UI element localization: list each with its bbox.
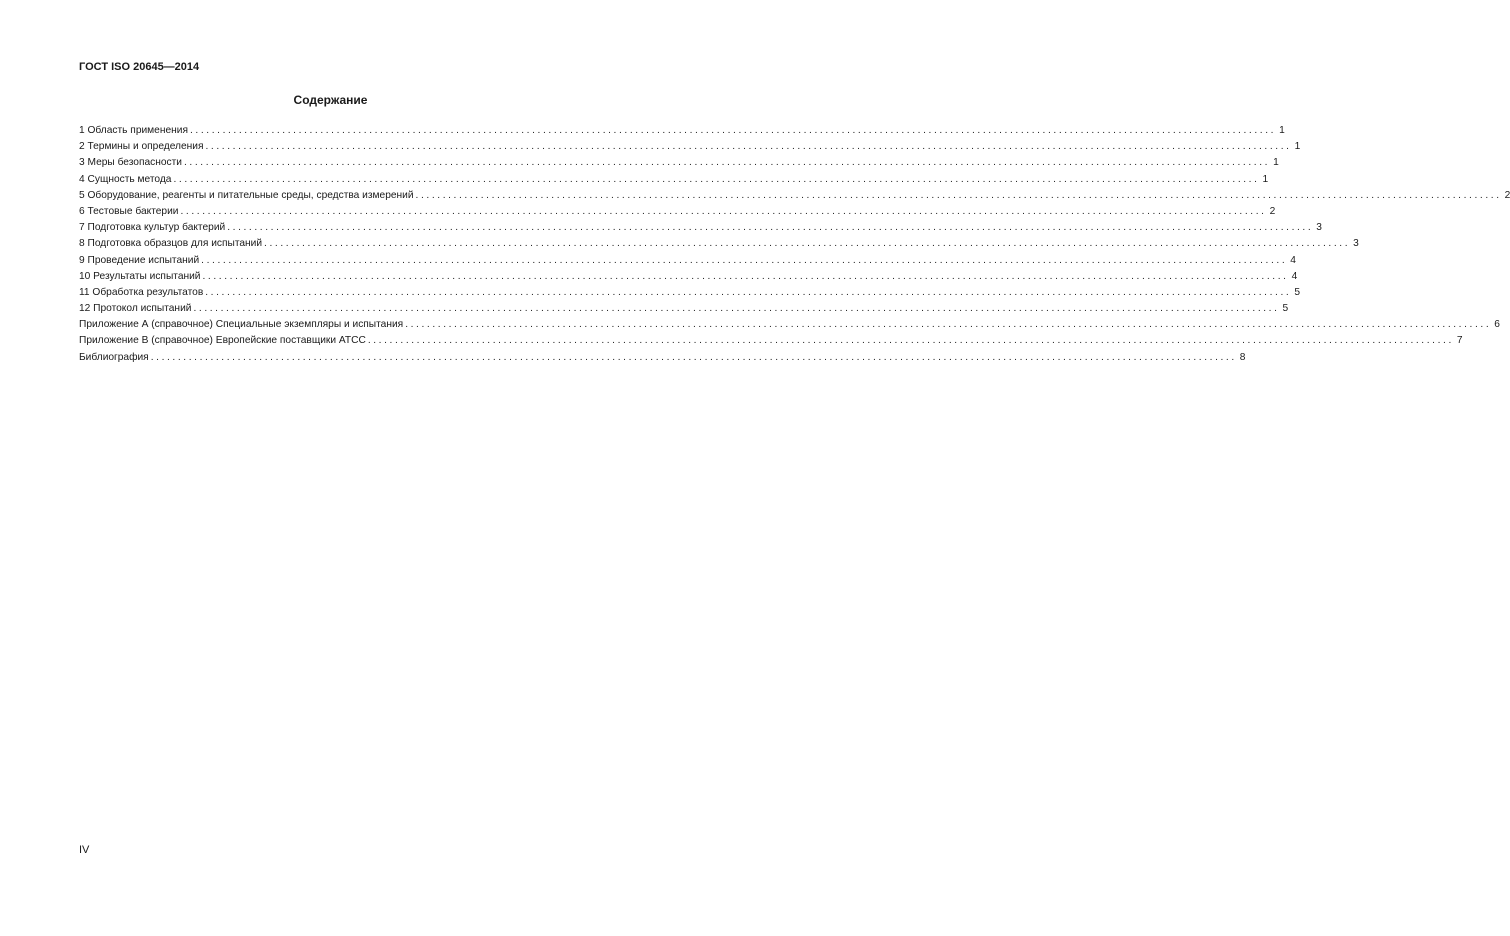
toc-entry-page: 5 [1282, 303, 1289, 315]
toc-entry[interactable] [79, 188, 1510, 204]
toc-entry-label: 9 Проведение испытаний [79, 254, 200, 266]
toc-entry[interactable] [79, 220, 1322, 236]
toc-leader-dots: ........................................................................................................................................................................................................ [415, 189, 1502, 201]
document-code: ГОСТ ISO 20645—2014 [79, 61, 200, 73]
page-number: IV [79, 844, 90, 856]
toc-leader-dots: ........................................................................................................................................................................................................ [201, 254, 1288, 266]
toc-entry-page: 6 [1494, 319, 1500, 331]
toc-entry-label: Библиография [79, 351, 149, 363]
table-of-contents [79, 123, 1510, 366]
toc-entry[interactable] [79, 253, 1296, 269]
toc-leader-dots: ........................................................................................................................................................................................................ [205, 141, 1292, 153]
toc-entry[interactable] [79, 123, 1285, 139]
toc-entry[interactable] [79, 333, 1463, 349]
toc-entry-label: 11 Обработка результатов [79, 286, 204, 298]
toc-entry-label: 3 Меры безопасности [79, 157, 182, 169]
toc-entry[interactable] [79, 350, 1246, 366]
toc-leader-dots: ........................................................................................................................................................................................................ [150, 351, 1237, 363]
toc-entry[interactable] [79, 317, 1500, 333]
toc-entry-label: 1 Область применения [79, 125, 188, 136]
toc-leader-dots: ........................................................................................................................................................................................................ [205, 286, 1292, 298]
toc-leader-dots: ........................................................................................................................................................................................................ [227, 222, 1314, 234]
toc-entry-page: 4 [1291, 270, 1298, 282]
toc-entry-page: 3 [1316, 222, 1322, 234]
toc-entry[interactable] [79, 172, 1269, 188]
toc-entry[interactable] [79, 269, 1298, 285]
toc-leader-dots: ........................................................................................................................................................................................................ [405, 319, 1492, 331]
toc-entry[interactable] [79, 204, 1276, 220]
toc-entry[interactable] [79, 155, 1279, 171]
toc-leader-dots: ........................................................................................................................................................................................................ [183, 157, 1271, 169]
toc-entry[interactable] [79, 236, 1359, 252]
toc-leader-dots: ........................................................................................................................................................................................................ [173, 173, 1260, 185]
toc-entry-label: 7 Подготовка культур бактерий [79, 222, 226, 234]
toc-leader-dots: ........................................................................................................................................................................................................ [193, 303, 1280, 315]
toc-entry-label: 5 Оборудование, реагенты и питательные среды, средства измерений [79, 189, 414, 201]
toc-entry-page: 1 [1262, 173, 1269, 185]
toc-leader-dots: ........................................................................................................................................................................................................ [202, 270, 1289, 282]
toc-entry-label: 12 Протокол испытаний [79, 303, 192, 315]
toc-entry-label: Приложение В (справочное) Европейские поставщики АТСС [79, 335, 366, 347]
toc-entry-label: 6 Тестовые бактерии [79, 205, 179, 217]
toc-entry-page: 5 [1294, 286, 1300, 298]
toc-entry[interactable] [79, 285, 1300, 301]
toc-leader-dots: ........................................................................................................................................................................................................ [180, 205, 1267, 217]
toc-entry-label: 4 Сущность метода [79, 173, 172, 185]
toc-entry-page: 2 [1504, 189, 1510, 201]
toc-entry-label: Приложение А (справочное) Специальные экземпляры и испытания [79, 319, 404, 331]
toc-entry-page: 1 [1279, 125, 1285, 136]
page-title: Содержание [293, 93, 368, 107]
toc-leader-dots: ........................................................................................................................................................................................................ [189, 125, 1277, 136]
toc-entry-page: 7 [1456, 335, 1463, 347]
toc-entry-page: 3 [1353, 238, 1359, 250]
toc-leader-dots: ........................................................................................................................................................................................................ [367, 335, 1454, 347]
toc-entry-label: 8 Подготовка образцов для испытаний [79, 238, 263, 250]
toc-entry-page: 4 [1290, 254, 1296, 266]
toc-entry-page: 1 [1273, 157, 1279, 169]
toc-entry-page: 1 [1294, 141, 1301, 153]
toc-entry-page: 8 [1239, 351, 1246, 363]
toc-entry-page: 2 [1269, 205, 1276, 217]
toc-entry[interactable] [79, 139, 1301, 155]
toc-entry-label: 10 Результаты испытаний [79, 270, 201, 282]
toc-entry[interactable] [79, 301, 1289, 317]
toc-leader-dots: ........................................................................................................................................................................................................ [264, 238, 1351, 250]
toc-entry-label: 2 Термины и определения [79, 141, 204, 153]
